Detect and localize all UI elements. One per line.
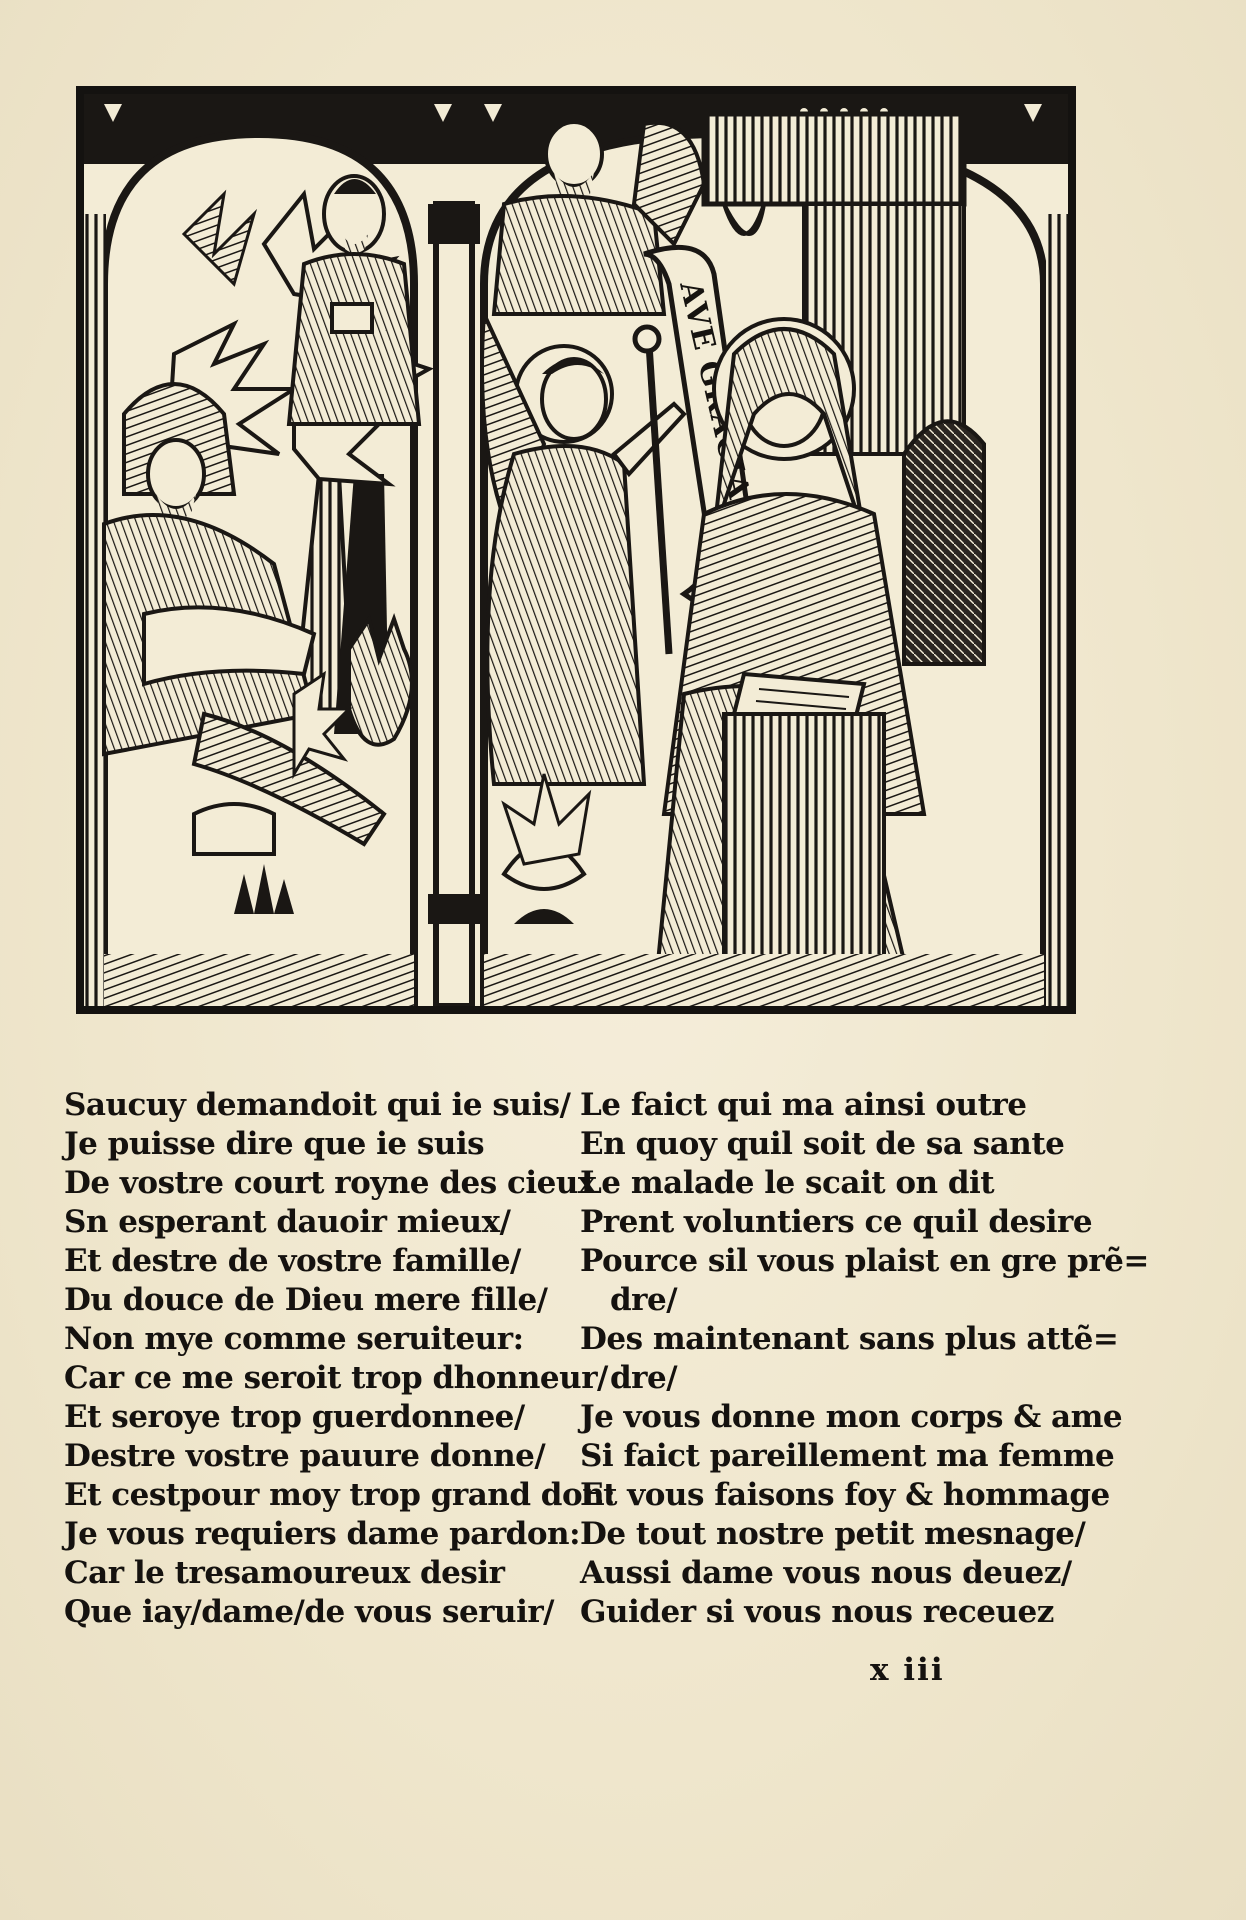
text-line: Du douce de Dieu mere fille/ (64, 1282, 548, 1318)
text-line: Et seroye trop guerdonnee/ (64, 1399, 525, 1435)
text-line: Et cestpour moy trop grand don: (64, 1477, 616, 1513)
shoe (194, 804, 274, 854)
column-base (428, 894, 480, 924)
text-line: Car ce me seroit trop dhonneur/ (64, 1360, 608, 1396)
text-line: Pource sil vous plaist en gre prẽ= (580, 1243, 1149, 1279)
signature-mark: x iii (870, 1652, 945, 1688)
text-line: Aussi dame vous nous deuez/ (580, 1555, 1072, 1591)
text-line: Le faict qui ma ainsi outre (580, 1087, 1027, 1123)
text-line: Si faict pareillement ma femme (580, 1438, 1115, 1474)
text-line: dre/ (610, 1282, 678, 1318)
right-text-column (580, 1086, 1149, 1632)
text-line: Le malade le scait on dit (580, 1165, 995, 1201)
text-line: Et vous faisons foy & hommage (580, 1477, 1110, 1513)
text-line: Et destre de vostre famille/ (64, 1243, 521, 1279)
right-ground (484, 954, 1044, 1006)
text-line: Que iay/dame/de vous seruir/ (64, 1594, 555, 1630)
text-line: Saucuy demandoit qui ie suis/ (64, 1087, 571, 1123)
woodcut-illustration (84, 94, 1068, 1006)
text-line: Je vous donne mon corps & ame (580, 1399, 1123, 1435)
text-line: Je puisse dire que ie suis (64, 1126, 485, 1162)
text-line: Car le tresamoureux desir (64, 1555, 505, 1591)
text-line: dre/ (610, 1360, 678, 1396)
left-text-column (64, 1086, 616, 1632)
text-line: De vostre court royne des cieux (64, 1165, 596, 1201)
text-line: Des maintenant sans plus attẽ= (580, 1321, 1119, 1357)
annunciation-woodcut (76, 86, 1076, 1014)
text-line: Guider si vous nous receuez (580, 1594, 1054, 1630)
text-line: Non mye comme seruiteur: (64, 1321, 524, 1357)
central-column (436, 204, 472, 1006)
right-pillar (1046, 214, 1068, 1006)
text-line: Prent voluntiers ce quil desire (580, 1204, 1093, 1240)
text-line: Sn esperant dauoir mieux/ (64, 1204, 511, 1240)
text-line: Je vous requiers dame pardon: (64, 1516, 581, 1552)
text-line: De tout nostre petit mesnage/ (580, 1516, 1086, 1552)
left-ground (104, 954, 414, 1006)
column-capital (428, 204, 480, 244)
text-line: En quoy quil soit de sa sante (580, 1126, 1065, 1162)
text-line: Destre vostre pauure donne/ (64, 1438, 546, 1474)
